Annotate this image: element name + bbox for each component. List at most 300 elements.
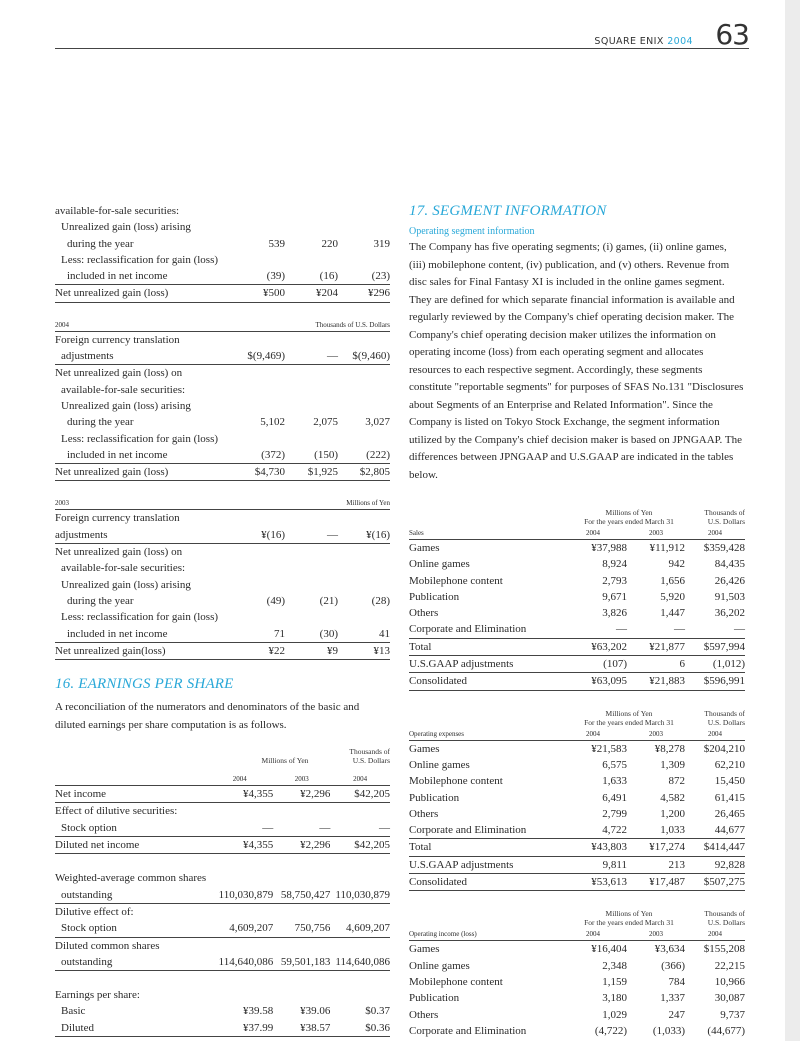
row-value: 2,348 bbox=[602, 959, 627, 972]
row-value: (16) bbox=[319, 270, 338, 283]
row-value: ¥(16) bbox=[261, 528, 285, 541]
row-value: 9,737 bbox=[720, 1008, 745, 1021]
row-label: Less: reclassification for gain (loss) bbox=[61, 253, 219, 266]
table-row bbox=[55, 219, 390, 235]
row-value: 213 bbox=[627, 856, 685, 873]
eps-year-2: 2003 bbox=[273, 774, 330, 786]
row-value: ¥21,877 bbox=[627, 638, 685, 655]
row-label: Weighted-average common shares bbox=[55, 872, 207, 885]
row-value: $596,991 bbox=[685, 673, 745, 690]
page-header bbox=[55, 18, 749, 51]
table-row bbox=[55, 203, 390, 219]
segment-body: The Company has five operating segments; (i) games, (ii) online games, (iii) mobilephone content, (iv) publication, and (v) others. Revenue from disc sales for Final Fantasy XI is included in the online games segment. They are defined for which separate financial information is available and regularly reviewed by the Company's chief operating decision maker. The Company's chief operating decision maker utilizes the information on operating income (loss) from each operating segment and allocates resources to each respective segment. Accordingly, these segments constitute "reportable segments" for purposes of SFAS No.131 "Disclosures about Segments of an Enterprise and Related Information". Since the Company is listed on Tokyo Stock Exchange, the segment information utilized by the Company's chief decision maker is based on JPNGAAP. The differences between JPNGAAP and U.S.GAAP are indicated in the tables below. bbox=[409, 241, 744, 481]
row-value: 319 bbox=[373, 237, 390, 250]
row-label: Unrealized gain (loss) arising bbox=[61, 399, 191, 412]
table-row bbox=[55, 268, 390, 285]
row-label: Net unrealized gain (loss) bbox=[55, 285, 230, 302]
row-value: (21) bbox=[319, 594, 338, 607]
row-value: 784 bbox=[668, 975, 685, 988]
row-value: 26,465 bbox=[714, 807, 745, 820]
header-label: U.S. Dollars bbox=[707, 517, 745, 526]
eps-table-header bbox=[55, 742, 390, 774]
row-value: — bbox=[379, 821, 390, 834]
row-value: 1,337 bbox=[660, 992, 685, 1005]
eps-intro: A reconciliation of the numerators and denominators of the basic and diluted earnings per share computation is as follows. bbox=[55, 701, 360, 731]
row-value bbox=[273, 937, 330, 954]
row-value: $4,730 bbox=[230, 464, 285, 481]
row-value: — bbox=[327, 350, 338, 363]
row-value bbox=[285, 365, 338, 382]
row-value: ¥3,634 bbox=[654, 943, 685, 956]
table-row bbox=[55, 285, 390, 302]
row-value bbox=[230, 331, 285, 348]
row-label: Mobilephone content bbox=[409, 775, 503, 788]
row-value: 44,677 bbox=[714, 824, 745, 837]
table-row bbox=[55, 1020, 390, 1037]
row-value: 247 bbox=[668, 1008, 685, 1021]
row-value: 71 bbox=[274, 627, 285, 640]
row-value: ¥37,988 bbox=[591, 542, 627, 554]
row-value bbox=[338, 252, 390, 268]
table-row bbox=[409, 856, 745, 873]
table-row bbox=[409, 806, 745, 822]
table-2004-year: 2004 bbox=[55, 319, 230, 332]
table-row bbox=[55, 937, 390, 954]
row-value: (107) bbox=[559, 656, 627, 673]
row-value bbox=[230, 560, 285, 576]
table-row bbox=[55, 870, 390, 886]
row-value: — bbox=[734, 623, 745, 636]
row-value: ¥37.99 bbox=[206, 1020, 273, 1037]
row-value: $597,994 bbox=[685, 638, 745, 655]
eps-unit-usd-2: U.S. Dollars bbox=[352, 756, 390, 766]
row-value bbox=[285, 431, 338, 447]
table-row bbox=[55, 786, 390, 803]
row-value: 4,609,207 bbox=[346, 922, 390, 935]
row-value bbox=[285, 544, 338, 561]
segment-table-header bbox=[409, 506, 745, 528]
row-label: Stock option bbox=[61, 821, 117, 834]
row-value: 26,426 bbox=[714, 574, 745, 587]
row-value: ¥204 bbox=[285, 285, 338, 302]
table-row bbox=[55, 887, 390, 904]
row-value: ¥11,912 bbox=[649, 542, 685, 554]
row-value: 220 bbox=[321, 237, 338, 250]
row-value: ¥17,487 bbox=[627, 874, 685, 891]
row-value: 61,415 bbox=[714, 791, 745, 804]
row-value: 750,756 bbox=[294, 922, 331, 935]
row-value: ¥63,202 bbox=[559, 638, 627, 655]
row-value bbox=[273, 903, 330, 920]
row-value bbox=[338, 544, 390, 561]
row-value: 30,087 bbox=[714, 992, 745, 1005]
row-label: included in net income bbox=[67, 627, 168, 640]
header-label: U.S. Dollars bbox=[707, 717, 745, 727]
segment-caption: Operating expenses bbox=[409, 729, 559, 741]
table-row bbox=[55, 642, 390, 659]
row-value: 6 bbox=[627, 656, 685, 673]
row-value bbox=[230, 382, 285, 398]
row-label: Games bbox=[409, 542, 440, 554]
row-value: $507,275 bbox=[685, 874, 745, 891]
row-value: ¥16,404 bbox=[591, 943, 627, 956]
segment-year: 2004 bbox=[685, 929, 745, 941]
table-row bbox=[55, 577, 390, 593]
row-label: Net unrealized gain (loss) on bbox=[55, 544, 230, 561]
row-value: ¥17,274 bbox=[627, 839, 685, 856]
row-value bbox=[230, 398, 285, 414]
row-value: 6,491 bbox=[602, 791, 627, 804]
segment-table-header bbox=[409, 707, 745, 729]
segment-year: 2004 bbox=[685, 528, 745, 540]
row-value: $2,805 bbox=[338, 464, 390, 481]
header-label: For the years ended March 31 bbox=[584, 918, 674, 928]
row-label: adjustments bbox=[61, 350, 114, 363]
row-label: Corporate and Elimination bbox=[409, 824, 527, 837]
row-value: 114,640,086 bbox=[330, 954, 390, 971]
row-label: Others bbox=[409, 1008, 439, 1021]
segment-caption: Operating income (loss) bbox=[409, 929, 559, 941]
row-value: 22,215 bbox=[714, 959, 745, 972]
page-edge-bar bbox=[785, 0, 800, 1041]
row-value: $42,205 bbox=[354, 788, 390, 801]
opinc-block bbox=[409, 907, 745, 1039]
table-row bbox=[55, 382, 390, 398]
row-value: 9,671 bbox=[602, 590, 627, 603]
table-row bbox=[409, 605, 745, 621]
row-value: $42,205 bbox=[330, 837, 390, 854]
header-label: For the years ended March 31 bbox=[584, 717, 674, 727]
row-label: Diluted common shares bbox=[55, 937, 206, 954]
segment-year: 2004 bbox=[559, 729, 627, 741]
table-row bbox=[55, 510, 390, 527]
row-value: 84,435 bbox=[714, 558, 745, 571]
row-value: (44,677) bbox=[707, 1024, 745, 1037]
table-row bbox=[55, 527, 390, 544]
table-row bbox=[55, 920, 390, 937]
row-label: available-for-sale securities: bbox=[55, 205, 180, 217]
row-label: Effect of dilutive securities: bbox=[55, 803, 206, 820]
row-value: 58,750,427 bbox=[280, 888, 331, 901]
row-label: Games bbox=[409, 742, 440, 755]
row-value bbox=[285, 203, 338, 219]
table-row bbox=[409, 540, 745, 557]
row-value bbox=[338, 365, 390, 382]
row-value: $359,428 bbox=[703, 542, 745, 554]
row-value bbox=[338, 560, 390, 576]
table-row bbox=[55, 954, 390, 971]
row-value: 1,033 bbox=[660, 824, 685, 837]
row-label: Consolidated bbox=[409, 874, 559, 891]
table-row bbox=[409, 589, 745, 605]
header-label: For the years ended March 31 bbox=[584, 517, 674, 526]
row-value bbox=[273, 870, 330, 886]
row-value: ¥22 bbox=[230, 642, 285, 659]
row-label: Mobilephone content bbox=[409, 975, 503, 988]
row-label: U.S.GAAP adjustments bbox=[409, 656, 559, 673]
row-value: 5,102 bbox=[260, 416, 285, 429]
carry-over-table bbox=[55, 203, 390, 303]
row-value bbox=[206, 903, 273, 920]
row-value bbox=[230, 510, 285, 527]
table-row bbox=[55, 447, 390, 464]
table-row bbox=[409, 790, 745, 806]
row-label: Earnings per share: bbox=[55, 989, 140, 1002]
eps-table bbox=[55, 774, 390, 1037]
segment-year: 2003 bbox=[627, 528, 685, 540]
row-value: 41 bbox=[379, 627, 390, 640]
row-value: 4,609,207 bbox=[229, 922, 274, 935]
left-column bbox=[55, 203, 390, 1037]
sales-table bbox=[409, 528, 745, 691]
row-value: 62,210 bbox=[714, 758, 745, 771]
row-label: Corporate and Elimination bbox=[409, 1024, 527, 1037]
row-value: 59,501,183 bbox=[273, 954, 330, 971]
row-value: ¥21,883 bbox=[627, 673, 685, 690]
row-value: $155,208 bbox=[703, 943, 745, 956]
row-value: 10,966 bbox=[714, 975, 745, 988]
row-value: 3,180 bbox=[602, 992, 627, 1005]
row-value: (4,722) bbox=[594, 1024, 627, 1037]
row-value: $1,925 bbox=[285, 464, 338, 481]
row-value: $0.36 bbox=[330, 1020, 390, 1037]
row-value bbox=[338, 331, 390, 348]
table-2004-unit: Thousands of U.S. Dollars bbox=[230, 319, 390, 332]
row-value bbox=[285, 510, 338, 527]
row-label: Others bbox=[409, 607, 439, 620]
row-value: ¥296 bbox=[338, 285, 390, 302]
row-value: — bbox=[327, 528, 338, 541]
row-value: ¥500 bbox=[230, 285, 285, 302]
row-label: Net unrealized gain(loss) bbox=[55, 642, 230, 659]
table-row bbox=[55, 331, 390, 348]
row-value bbox=[273, 803, 330, 820]
table-row bbox=[55, 593, 390, 609]
row-label: included in net income bbox=[67, 448, 168, 461]
row-value: 4,582 bbox=[660, 791, 685, 804]
table-row bbox=[55, 544, 390, 561]
segment-year: 2004 bbox=[559, 528, 627, 540]
row-value: 9,811 bbox=[559, 856, 627, 873]
opex-block bbox=[409, 707, 745, 892]
row-value: $(9,469) bbox=[247, 350, 285, 363]
row-value: ¥38.57 bbox=[273, 1020, 330, 1037]
page-number: 63 bbox=[715, 18, 749, 51]
header-label: U.S. Dollars bbox=[707, 918, 745, 928]
table-row bbox=[409, 1007, 745, 1023]
row-value: (1,012) bbox=[685, 656, 745, 673]
table-row bbox=[409, 958, 745, 974]
row-value bbox=[338, 398, 390, 414]
row-value bbox=[230, 219, 285, 235]
row-value: 942 bbox=[668, 558, 685, 571]
row-value bbox=[273, 987, 330, 1003]
row-value: ¥53,613 bbox=[559, 874, 627, 891]
segment-section-title: 17. SEGMENT INFORMATION bbox=[409, 203, 607, 219]
row-value: 91,503 bbox=[714, 590, 745, 603]
table-row bbox=[409, 673, 745, 690]
row-value: — bbox=[262, 821, 274, 834]
row-value: ¥39.58 bbox=[242, 1005, 274, 1018]
row-value bbox=[285, 560, 338, 576]
table-row bbox=[55, 365, 390, 382]
row-value: 872 bbox=[668, 775, 685, 788]
row-value bbox=[285, 252, 338, 268]
row-value: 1,159 bbox=[602, 975, 627, 988]
row-value: ¥4,355 bbox=[206, 837, 273, 854]
row-value: $0.37 bbox=[365, 1005, 390, 1018]
row-value: 6,575 bbox=[602, 758, 627, 771]
row-value bbox=[330, 903, 390, 920]
row-value bbox=[206, 870, 273, 886]
row-value: 8,924 bbox=[602, 558, 627, 571]
row-label: Diluted net income bbox=[55, 837, 206, 854]
row-value bbox=[285, 331, 338, 348]
row-value: 92,828 bbox=[685, 856, 745, 873]
table-2003-unit: Millions of Yen bbox=[230, 497, 390, 510]
table-row bbox=[55, 803, 390, 820]
table-2003-yen bbox=[55, 497, 390, 660]
row-value bbox=[330, 870, 390, 886]
row-value: ¥4,355 bbox=[242, 788, 274, 801]
row-value bbox=[206, 937, 273, 954]
table-row bbox=[55, 398, 390, 414]
row-label: Foreign currency translation bbox=[55, 333, 180, 346]
row-value: — bbox=[319, 821, 331, 834]
eps-section-title: 16. EARNINGS PER SHARE bbox=[55, 676, 234, 693]
table-row bbox=[55, 431, 390, 447]
row-label: Basic bbox=[61, 1005, 86, 1018]
row-label: during the year bbox=[67, 594, 134, 607]
row-label: included in net income bbox=[67, 270, 168, 283]
row-label: Consolidated bbox=[409, 673, 559, 690]
segment-year: 2004 bbox=[559, 929, 627, 941]
row-value: 15,450 bbox=[714, 775, 745, 788]
header-label: Thousands of bbox=[704, 708, 745, 718]
row-value: (28) bbox=[371, 594, 390, 607]
brand-name: SQUARE ENIX bbox=[594, 36, 664, 47]
opex-table bbox=[409, 729, 745, 892]
row-value: ¥(16) bbox=[366, 528, 390, 541]
row-label: during the year bbox=[67, 237, 134, 250]
row-label: during the year bbox=[67, 416, 134, 429]
row-label: Publication bbox=[409, 590, 460, 603]
row-value bbox=[285, 219, 338, 235]
table-row bbox=[55, 414, 390, 430]
row-label: available-for-sale securities: bbox=[61, 383, 186, 396]
row-value bbox=[285, 577, 338, 593]
row-value: ¥2,296 bbox=[300, 788, 331, 801]
row-value bbox=[285, 382, 338, 398]
row-value bbox=[338, 577, 390, 593]
table-2003-year: 2003 bbox=[55, 497, 230, 510]
row-value: (222) bbox=[366, 448, 390, 461]
eps-year-3: 2004 bbox=[330, 774, 390, 786]
row-label: Publication bbox=[409, 791, 460, 804]
row-value bbox=[338, 219, 390, 235]
table-row bbox=[409, 941, 745, 958]
row-value bbox=[230, 609, 285, 625]
row-label: Online games bbox=[409, 959, 470, 972]
row-label: adjustments bbox=[55, 528, 108, 541]
table-row bbox=[409, 990, 745, 1006]
row-value: 5,920 bbox=[660, 590, 685, 603]
row-label: Net income bbox=[55, 788, 107, 801]
row-value: ¥21,583 bbox=[591, 742, 627, 755]
row-label: Diluted bbox=[55, 1020, 206, 1037]
segment-year: 2003 bbox=[627, 929, 685, 941]
row-value: ¥63,095 bbox=[559, 673, 627, 690]
segment-subtitle: Operating segment information bbox=[409, 226, 535, 237]
row-label: Games bbox=[409, 943, 440, 956]
row-value bbox=[338, 382, 390, 398]
row-value bbox=[285, 398, 338, 414]
table-row bbox=[55, 626, 390, 643]
header-label: Thousands of bbox=[704, 909, 745, 919]
row-value: 1,633 bbox=[602, 775, 627, 788]
eps-year-1: 2004 bbox=[206, 774, 273, 786]
row-value bbox=[338, 203, 390, 219]
table-row bbox=[55, 820, 390, 837]
row-value: 110,030,879 bbox=[335, 888, 390, 901]
eps-unit-usd-1: Thousands of bbox=[349, 747, 390, 757]
row-value: (150) bbox=[314, 448, 338, 461]
row-label: outstanding bbox=[55, 954, 206, 971]
table-row bbox=[55, 609, 390, 625]
row-value: 4,722 bbox=[602, 824, 627, 837]
table-row bbox=[55, 903, 390, 920]
row-value: (366) bbox=[661, 959, 685, 972]
row-value: 36,202 bbox=[714, 607, 745, 620]
table-row bbox=[55, 252, 390, 268]
row-value: 539 bbox=[268, 237, 285, 250]
row-label: available-for-sale securities: bbox=[61, 562, 186, 575]
row-label: Net unrealized gain (loss) on bbox=[55, 365, 230, 382]
row-value: ¥39.06 bbox=[300, 1005, 331, 1018]
header-label: Millions of Yen bbox=[605, 708, 653, 718]
row-value: 1,309 bbox=[660, 758, 685, 771]
row-value bbox=[230, 252, 285, 268]
table-row bbox=[409, 974, 745, 990]
right-column bbox=[409, 203, 745, 1039]
row-value: $204,210 bbox=[703, 742, 745, 755]
row-label: U.S.GAAP adjustments bbox=[409, 856, 559, 873]
row-value: (23) bbox=[371, 270, 390, 283]
table-row bbox=[409, 757, 745, 773]
row-value: — bbox=[616, 623, 627, 636]
table-row bbox=[409, 621, 745, 638]
row-label: Less: reclassification for gain (loss) bbox=[61, 432, 219, 445]
table-row bbox=[409, 822, 745, 839]
row-value: ¥2,296 bbox=[273, 837, 330, 854]
row-value bbox=[230, 203, 285, 219]
row-label: Unrealized gain (loss) arising bbox=[61, 221, 191, 234]
row-label: Net unrealized gain (loss) bbox=[55, 464, 230, 481]
row-value: 1,656 bbox=[660, 574, 685, 587]
row-value: 1,029 bbox=[602, 1008, 627, 1021]
segment-year: 2003 bbox=[627, 729, 685, 741]
row-value: (39) bbox=[266, 270, 285, 283]
table-row bbox=[55, 236, 390, 252]
row-value bbox=[206, 987, 273, 1003]
row-label: Mobilephone content bbox=[409, 574, 503, 587]
row-value: $414,447 bbox=[685, 839, 745, 856]
row-value: ¥13 bbox=[338, 642, 390, 659]
row-value: ¥43,803 bbox=[559, 839, 627, 856]
row-value: 3,027 bbox=[365, 416, 390, 429]
row-label: Corporate and Elimination bbox=[409, 623, 527, 636]
segment-year: 2004 bbox=[685, 729, 745, 741]
